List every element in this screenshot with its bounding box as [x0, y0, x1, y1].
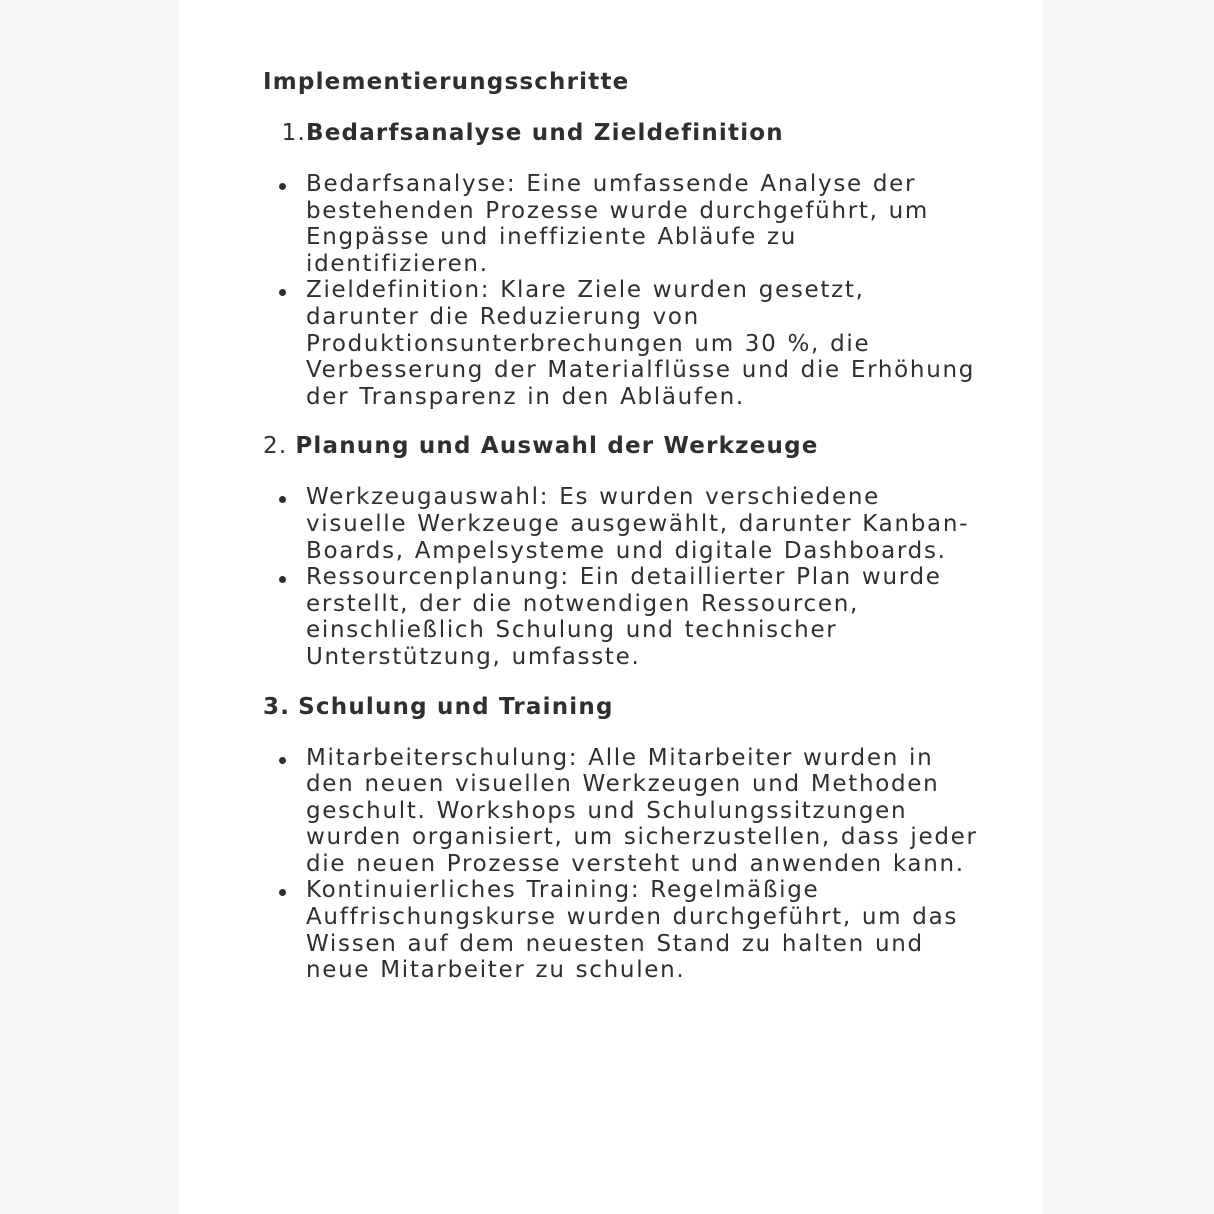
step-2-list: [263, 484, 983, 670]
bullet-icon: [279, 576, 286, 583]
document-title: Implementierungsschritte: [263, 69, 630, 95]
list-item: [263, 277, 983, 410]
step-3-number: 3.: [263, 693, 291, 720]
step-3-title: Schulung und Training: [298, 693, 614, 720]
list-item: [263, 877, 983, 983]
step-1-list: [263, 171, 983, 410]
list-item-text: Mitarbeiterschulung: Alle Mitarbeiter wurden in den neuen visuellen Werkzeugen und Methoden geschult. Workshops und Schulungssitzungen wurden organisiert, um sicherzustellen, dass jeder die neuen Prozesse versteht und anwenden kann.: [306, 744, 978, 877]
list-item: [263, 484, 983, 564]
step-2-heading: [263, 430, 983, 462]
bullet-icon: [279, 889, 286, 896]
list-item: [263, 171, 983, 277]
step-3-list: [263, 745, 983, 984]
list-item-text: Ressourcenplanung: Ein detaillierter Plan wurde erstellt, der die notwendigen Ressourcen, einschließlich Schulung und technischer Unterstützung, umfasste.: [306, 564, 942, 670]
list-item: [263, 564, 983, 670]
document-page: [179, 0, 1043, 1214]
bullet-icon: [279, 289, 286, 296]
list-item: [263, 745, 983, 878]
document-content: [263, 66, 983, 1004]
step-2-title: Planung und Auswahl der Werkzeuge: [295, 433, 819, 460]
bullet-icon: [279, 496, 286, 503]
list-item-text: Bedarfsanalyse: Eine umfassende Analyse der bestehenden Prozesse wurde durchgeführt, um Engpässe und ineffiziente Abläufe zu identifizieren.: [306, 171, 930, 277]
bullet-icon: [279, 757, 286, 764]
bullet-icon: [279, 183, 286, 190]
step-1-title: Bedarfsanalyse und Zieldefinition: [306, 120, 784, 146]
list-item-text: Werkzeugauswahl: Es wurden verschiedene visuelle Werkzeuge ausgewählt, darunter Kanban-Boards, Ampelsysteme und digitale Dashboards.: [306, 484, 970, 564]
step-1-heading: [263, 117, 983, 149]
step-1-number: 1.: [281, 120, 306, 146]
list-item-text: Kontinuierliches Training: Regelmäßige Auffrischungskurse wurden durchgeführt, um das Wissen auf dem neuesten Stand zu halten und neue Mitarbeiter zu schulen.: [306, 877, 959, 984]
step-3-heading: [263, 691, 983, 723]
step-2-number: 2.: [263, 433, 288, 460]
list-item-text: Zieldefinition: Klare Ziele wurden gesetzt, darunter die Reduzierung von Produktionsunterbrechungen um 30 %, die Verbesserung der Materialflüsse und die Erhöhung der Transparenz in den Abläufen.: [306, 277, 976, 410]
